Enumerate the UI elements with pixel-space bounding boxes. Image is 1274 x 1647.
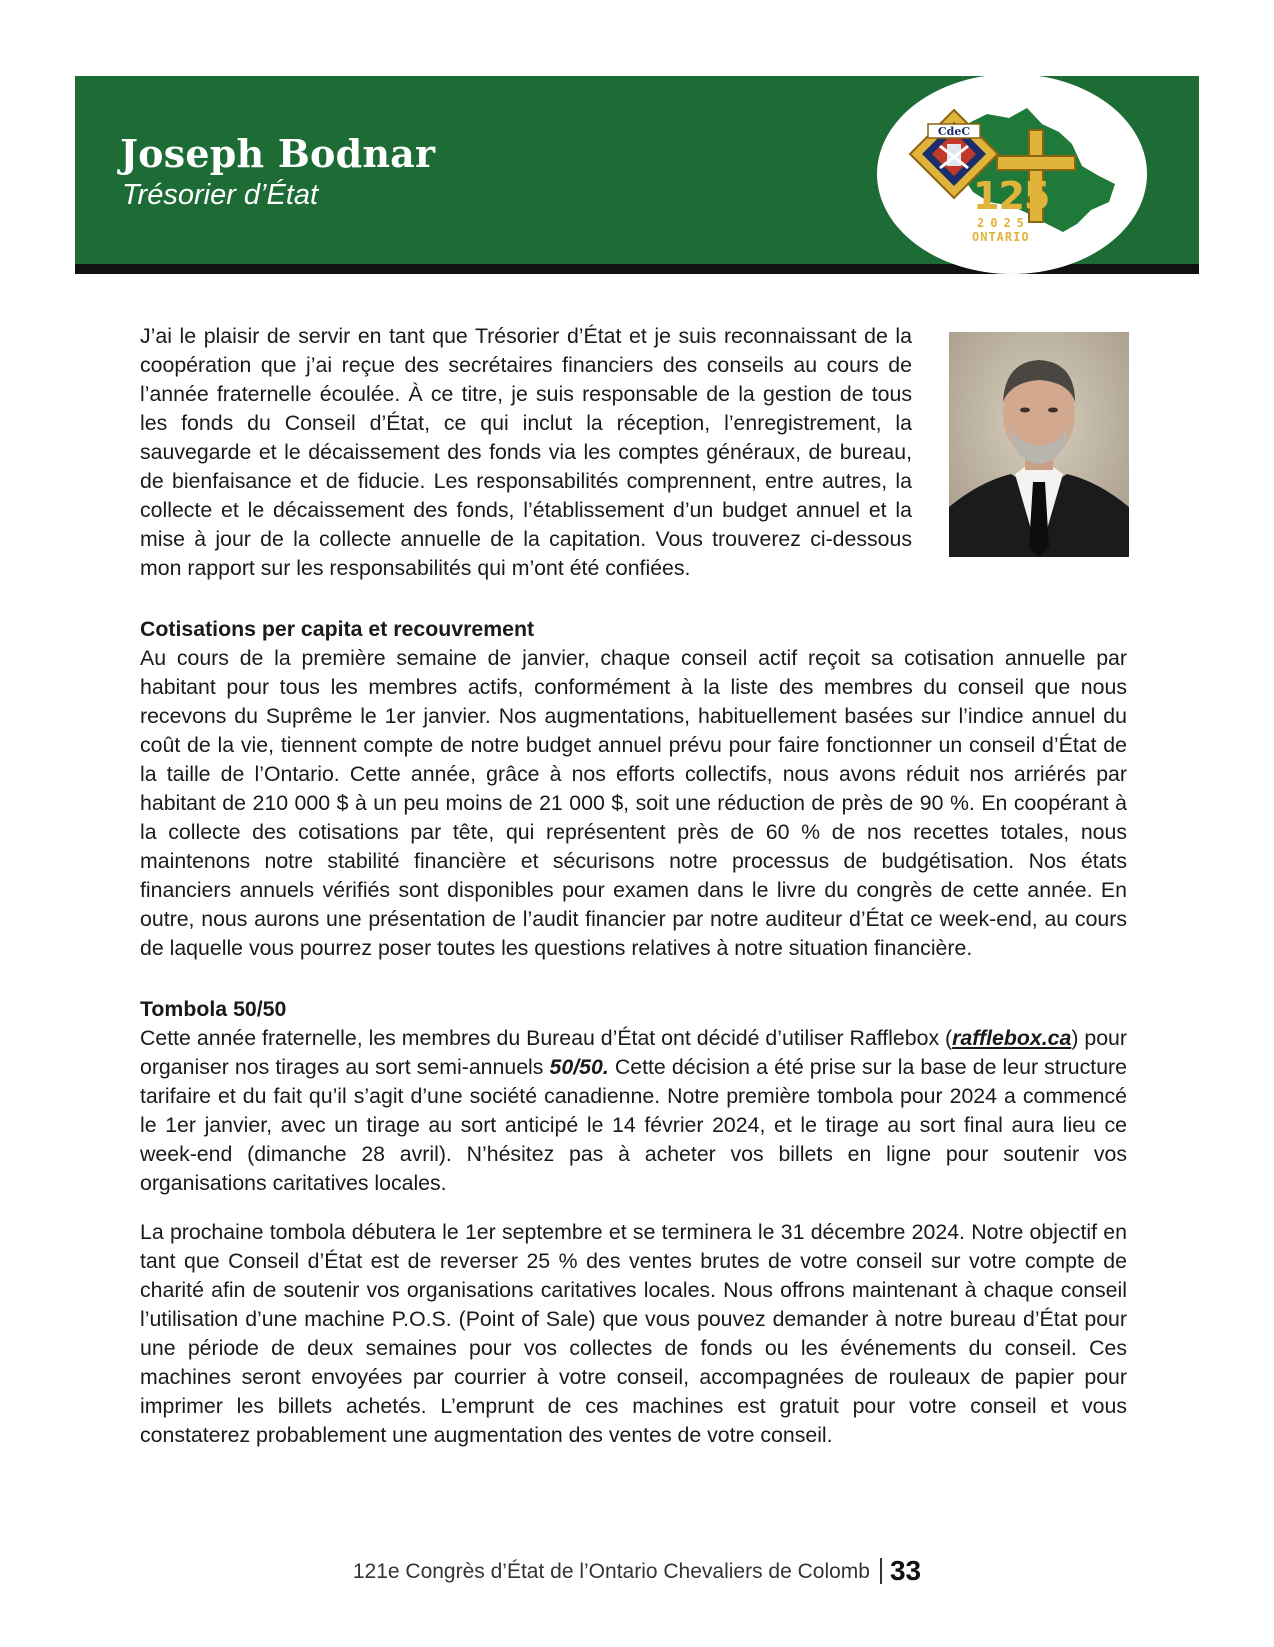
raffle-5050-emphasis: 50/50. xyxy=(549,1055,609,1079)
raffle-text-b: ) pour organiser nos tirages au sort semi-annuels xyxy=(140,1026,1127,1079)
raffle-paragraph-2: La prochaine tombola débutera le 1er septembre et se terminera le 31 décembre 2024. Notre objectif en tant que Conseil d’État est de reverser 25 % des ventes brutes de votre conseil sur votre compte de charité afin de soutenir vos organisations caritatives locales. Nous offrons maintenant à chaque conseil l’utilisation d’une machine P.O.S. (Point of Sale) que vous pouvez demander à notre bureau d’État pour une période de deux semaines pour vos collectes de fonds ou les événements du conseil. Ces machines seront envoyées par courrier à votre conseil, accompagnées de rouleaux de papier pour imprimer les billets achetés. L’emprunt de ces machines est gratuit pour votre conseil et vous constaterez probablement une augmentation des ventes de votre conseil. xyxy=(140,1220,1127,1447)
section-heading-dues: Cotisations per capita et recouvrement xyxy=(140,617,535,641)
anniversary-logo xyxy=(877,74,1147,274)
footer-text: 121e Congrès d’État de l’Ontario Chevaliers de Colomb xyxy=(352,1560,870,1583)
section-heading-raffle: Tombola 50/50 xyxy=(140,997,287,1021)
page-number: 33 xyxy=(889,1555,922,1586)
page-footer xyxy=(0,1555,1274,1587)
anniversary-number: 125 xyxy=(973,174,1050,218)
report-body xyxy=(140,322,1127,1450)
raffle-paragraph-1 xyxy=(140,1024,1127,1198)
rafflebox-link[interactable]: rafflebox.ca xyxy=(952,1026,1072,1050)
footer-divider xyxy=(880,1558,882,1584)
dues-paragraph: Au cours de la première semaine de janvier, chaque conseil actif reçoit sa cotisation annuelle par habitant pour tous les membres actifs, conformément à la liste des membres du conseil que nous recevons du Suprême le 1er janvier. Nos augmentations, habituellement basées sur l’indice annuel du coût de la vie, tiennent compte de notre budget annuel prévu pour faire fonctionner un conseil d’État de la taille de l’Ontario. Cette année, grâce à nos efforts collectifs, nous avons réduit nos arriérés par habitant de 210 000 $ à un peu moins de 21 000 $, soit une réduction de près de 90 %. En coopérant à la collecte des cotisations par tête, qui représentent près de 60 % de nos recettes totales, nous maintenons notre stabilité financière et sécurisons notre processus de budgétisation. Nos états financiers annuels vérifiés sont disponibles pour examen dans le livre du congrès de cette année. En outre, nous aurons une présentation de l’audit financier par notre auditeur d’État ce week-end, au cours de laquelle vous pourrez poser toutes les questions relatives à notre situation financière. xyxy=(140,646,1127,960)
anniversary-region: ONTARIO xyxy=(972,230,1030,244)
intro-paragraph: J’ai le plaisir de servir en tant que Trésorier d’État et je suis reconnaissant de la coopération que j’ai reçue des secrétaires financiers des conseils au cours de l’année fraternelle écoulée. À ce titre, je suis responsable de la gestion de tous les fonds du Conseil d’État, ce qui inclut la réception, l’enregistrement, la sauvegarde et le décaissement des fonds via les comptes généraux, de bureau, de bienfaisance et de fiducie. Les responsabilités comprennent, entre autres, la collecte et le décaissement des fonds, l’établissement d’un budget annuel et la mise à jour de la collecte annuelle de la capitation. Vous trouverez ci-dessous mon rapport sur les responsabilités qui m’ont été confiées. xyxy=(140,324,912,580)
raffle-text-a: Cette année fraternelle, les membres du Bureau d’État ont décidé d’utiliser Rafflebox ( xyxy=(140,1026,953,1050)
anniversary-year: 2025 xyxy=(977,216,1030,230)
officer-title: Trésorier d’État xyxy=(122,179,319,211)
officer-name: Joseph Bodnar xyxy=(120,131,436,176)
emblem-text: CdeC xyxy=(937,125,971,138)
raffle-text-c: Cette décision a été prise sur la base de leur structure tarifaire et du fait qu’il s’agit d’une société canadienne. Notre première tombola pour 2024 a commencé le 1er janvier, avec un tirage au sort anticipé le 14 février 2024, et le tirage au sort final aura lieu ce week-end (dimanche 28 avril). N’hésitez pas à acheter vos billets en ligne pour soutenir vos organisations caritatives locales. xyxy=(140,1055,1127,1195)
